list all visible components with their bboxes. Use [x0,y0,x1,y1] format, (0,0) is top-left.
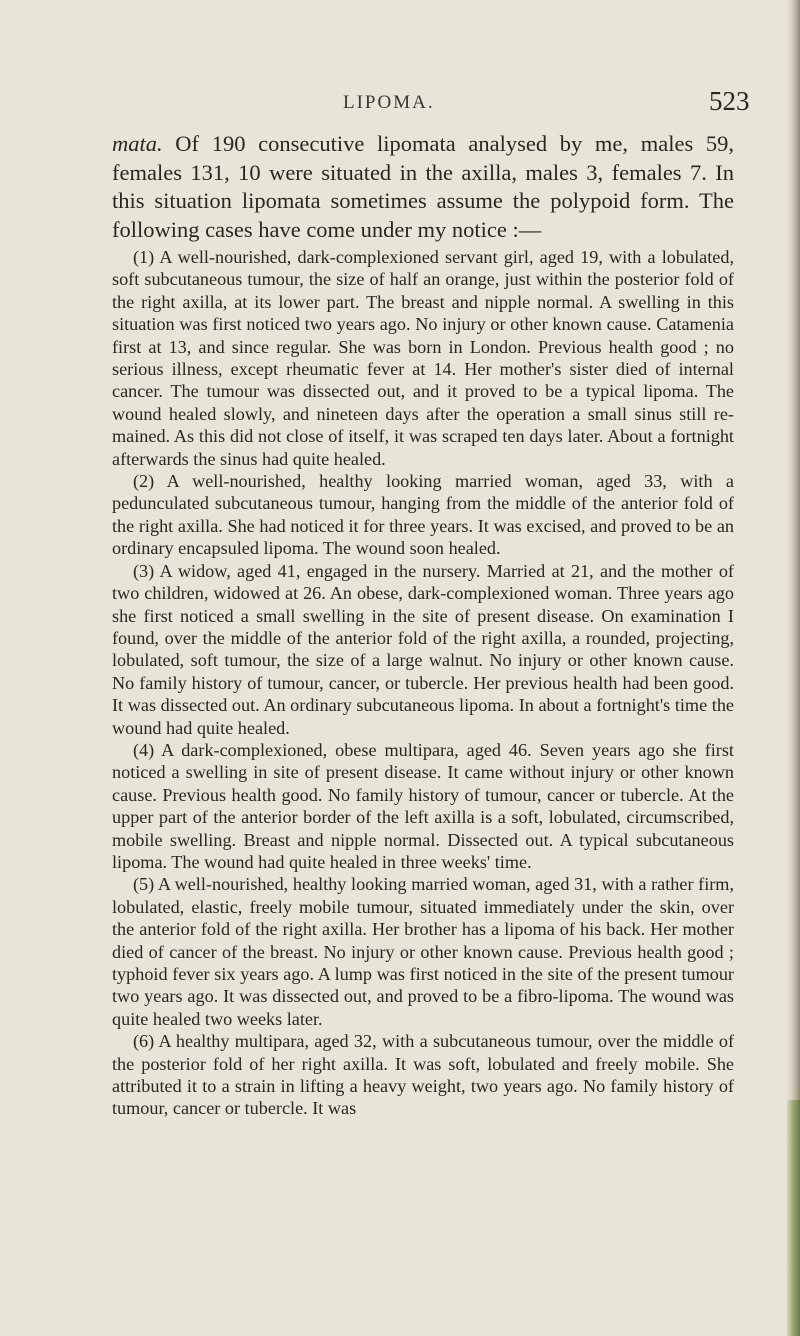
case-paragraph-4: (4) A dark-complexioned, obese multipara, aged 46. Seven years ago she first noticed a swelling in site of present disease. It came without injury or other known cause. Previous health good. No family history of tumour, cancer or tubercle. At the upper part of the anterior border of the left axilla is a soft, lobulated, circumscribed, mobile swelling. Breast and nipple normal. Dissected out. A typical subcutaneous lipoma. The wound had quite healed in three weeks' time. [112,739,734,872]
page-edge-shadow [786,1100,800,1336]
lead-text: Of 190 consecutive lipomata analysed by me, males 59, females 131, 10 were situated in the axilla, males 3, females 7. In this situation lipomata sometimes assume the polypoid form. The following cases have come under my notice :— [112,131,734,242]
lead-paragraph [112,130,734,244]
case-paragraph-2: (2) A well-nourished, healthy looking married woman, aged 33, with a pedunculated subcutaneous tumour, hanging from the middle of the anterior fold of the right axilla. She had noticed it for three years. It was excised, and proved to be an ordinary encapsuled lipoma. The wound soon healed. [112,471,734,559]
case-paragraph-6: (6) A healthy multipara, aged 32, with a subcutaneous tumour, over the middle of the posterior fold of her right axilla. It was soft, lobulated and freely mobile. She attributed it to a strain in lifting a heavy weight, two years ago. No family history of tumour, cancer or tubercle. It was [112,1031,734,1119]
case-paragraph-3: (3) A widow, aged 41, engaged in the nursery. Married at 21, and the mother of two children, widowed at 26. An obese, dark-complexioned woman. Three years ago she first noticed a small swelling in the site of present disease. On examination I found, over the middle of the anterior fold of the right axilla, a rounded, projecting, lobulated, soft tumour, the size of a large walnut. No injury or other known cause. No family history of tumour, cancer, or tubercle. Her previous health had been good. It was dissected out. An ordinary subcutaneous lipoma. In about a fortnight's time the wound had quite healed. [112,560,734,738]
running-title: LIPOMA. [343,92,435,113]
body-text [112,130,734,1120]
page-number: 523 [709,86,750,116]
case-paragraph-1: (1) A well-nourished, dark-complexioned servant girl, aged 19, with a lobulated, soft subcutaneous tumour, the size of half an orange, just within the posterior fold of the right axilla, at its lower part. The breast and nipple normal. A swelling in this situation was first noticed two years ago. No injury or other known cause. Catamenia first at 13, and since regular. She was born in London. Previous health good ; no serious illness, except rheumatic fever at 14. Her mother's sister died of internal cancer. The tumour was dissected out, and it proved to be a typical lipoma. The wound healed slowly, and nineteen days after the operation a small sinus still re-mained. As this did not close of itself, it was scraped ten days later. About a fortnight afterwards the sinus had quite healed. [112,247,734,469]
case-paragraph-5: (5) A well-nourished, healthy looking married woman, aged 31, with a rather firm, lobulated, elastic, freely mobile tumour, situated immediately under the skin, over the anterior fold of the right axilla. Her brother has a lipoma of his back. Her mother died of cancer of the breast. No injury or other known cause. Previous health good ; typhoid fever six years ago. A lump was first noticed in the site of the present tumour two years ago. It was dissected out, and proved to be a fibro-lipoma. The wound was quite healed two weeks later. [112,874,734,1029]
running-head [0,80,800,120]
lead-italic-word: mata. [112,131,163,156]
